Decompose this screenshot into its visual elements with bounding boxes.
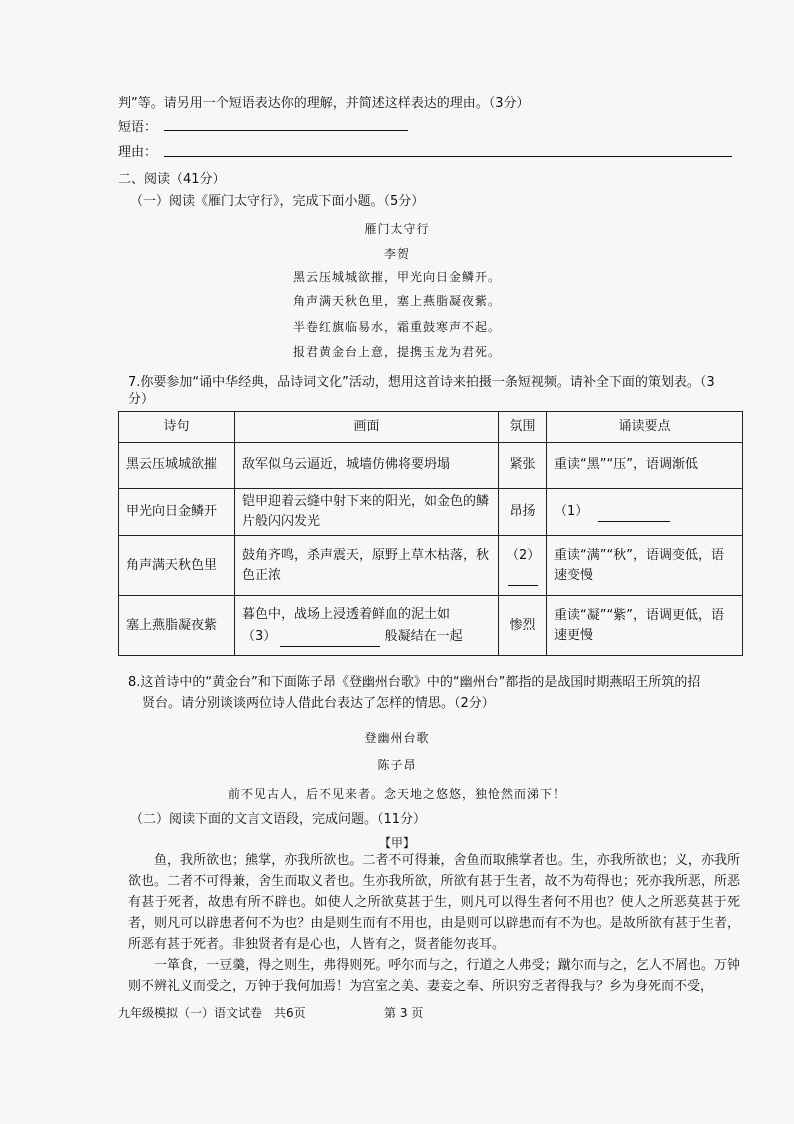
tips-cell — [547, 489, 743, 536]
table-row — [119, 443, 743, 489]
passage-jia-label: 【甲】 — [378, 836, 415, 850]
verse-cell: 甲光向日金鳞开 — [119, 489, 235, 536]
table-row — [119, 536, 743, 596]
blank-2-answer-line[interactable] — [508, 571, 538, 586]
reason-label: 理由： — [118, 145, 158, 160]
table-header-row — [119, 412, 743, 443]
classical-paragraph-2: 一箪食，一豆羹，得之则生，弗得则死。呼尔而与之，行道之人弗受；蹴尔而与之，乞人不屑也。万钟则不辨礼义而受之，万钟于我何加焉！为宫室之美、妻妾之奉、所识穷乏者得我与？乡为身死而不受， — [128, 958, 740, 994]
col-header-verse: 诗句 — [119, 412, 235, 443]
scene-cell — [235, 596, 499, 656]
q8-text-cont: 贤台。请分别谈谈两位诗人借此台表达了怎样的情思。（2分） — [142, 696, 495, 711]
poem2-text: 前不见古人，后不见来者。念天地之悠悠，独怆然而涕下！ — [227, 787, 566, 801]
q7-text: 7.你要参加“诵中华经典，品诗词文化”活动，想用这首诗来拍摄一条短视频。请补全下面的策划表。（3 — [128, 375, 715, 390]
blank-1-answer-line[interactable] — [598, 507, 670, 522]
poem1-line: 黑云压城城欲摧，甲光向日金鳞开。 — [292, 270, 501, 284]
scene-text: 暮色中，战场上浸透着鲜血的泥土如 — [242, 606, 451, 622]
scene-cell: 敌军似乌云逼近，城墙仿佛将要坍塌 — [235, 443, 499, 489]
q6-tail-text: 判”等。请另用一个短语表达你的理解，并简述这样表达的理由。（3分） — [118, 96, 530, 111]
phrase-label: 短语： — [118, 120, 158, 135]
q8-text: 8.这首诗中的“黄金台”和下面陈子昂《登幽州台歌》中的“幽州台”都指的是战国时期燕昭王所筑的招 — [128, 675, 701, 690]
verse-cell: 角声满天秋色里 — [119, 536, 235, 596]
blank-1-label: （1） — [554, 504, 589, 520]
part1-title: （一）阅读《雁门太守行》，完成下面小题。（5分） — [130, 194, 425, 209]
poem1-line: 角声满天秋色里，塞上燕脂凝夜紫。 — [292, 294, 501, 308]
verse-cell: 黑云压城城欲摧 — [119, 443, 235, 489]
col-header-mood: 氛围 — [499, 412, 547, 443]
reason-answer-line[interactable] — [164, 156, 732, 157]
blank-3-answer-line[interactable] — [280, 632, 380, 647]
tips-cell: 重读“满”“秋”，语调变低，语速变慢 — [547, 536, 743, 596]
blank-3-label: （3） — [242, 628, 277, 644]
mood-cell: 惨烈 — [499, 596, 547, 656]
table-row — [119, 489, 743, 536]
poem1-title: 雁门太守行 — [364, 222, 430, 236]
section-reading-title: 二、阅读（41分） — [118, 172, 226, 187]
verse-cell: 塞上燕脂凝夜紫 — [119, 596, 235, 656]
footer-exam-info: 九年级模拟（一）语文试卷 共6页 — [118, 1006, 306, 1020]
footer-page-number: 第 3 页 — [384, 1006, 424, 1020]
plan-table — [118, 411, 743, 656]
mood-cell: 紧张 — [499, 443, 547, 489]
q7-text-cont: 分） — [128, 392, 155, 407]
col-header-tips: 诵读要点 — [547, 412, 743, 443]
poem1-line: 报君黄金台上意，提携玉龙为君死。 — [292, 345, 501, 359]
scene-cell: 铠甲迎着云缝中射下来的阳光，如金色的鳞片般闪闪发光 — [235, 489, 499, 536]
poem2-title: 登幽州台歌 — [364, 731, 430, 745]
poem2-author: 陈子昂 — [377, 758, 417, 772]
tips-cell: 重读“黑”“压”，语调渐低 — [547, 443, 743, 489]
blank-2-label: （2） — [506, 547, 541, 563]
mood-cell — [499, 536, 547, 596]
poem1-author: 李贺 — [383, 247, 410, 261]
classical-paragraph-1: 鱼，我所欲也；熊掌，亦我所欲也。二者不可得兼，舍鱼而取熊掌者也。生，亦我所欲也；义，亦我所欲也。二者不可得兼，舍生而取义者也。生亦我所欲，所欲有甚于生者，故不为苟得也；死亦我所恶，所恶有甚于死者，故患有所不辟也。如使人之所欲莫甚于生，则凡可以得生者何不用也？使人之所恶莫甚于死者，则凡可以辟患者何不为也？由是则生而有不用也，由是则可以辟患而有不为也。是故所欲有甚于生者，所恶有甚于死者。非独贤者有是心也，人皆有之，贤者能勿丧耳。 — [128, 853, 740, 952]
col-header-scene: 画面 — [235, 412, 499, 443]
scene-cell: 鼓角齐鸣，杀声震天，原野上草木枯落，秋色正浓 — [235, 536, 499, 596]
phrase-answer-line[interactable] — [164, 130, 408, 131]
part2-title: （二）阅读下面的文言文语段，完成问题。（11分） — [130, 812, 427, 827]
poem1-line: 半卷红旗临易水，霜重鼓寒声不起。 — [292, 320, 501, 334]
scene-text-end: 般凝结在一起 — [384, 628, 463, 644]
mood-cell: 昂扬 — [499, 489, 547, 536]
tips-cell: 重读“凝”“紫”，语调更低，语速更慢 — [547, 596, 743, 656]
table-row — [119, 596, 743, 656]
